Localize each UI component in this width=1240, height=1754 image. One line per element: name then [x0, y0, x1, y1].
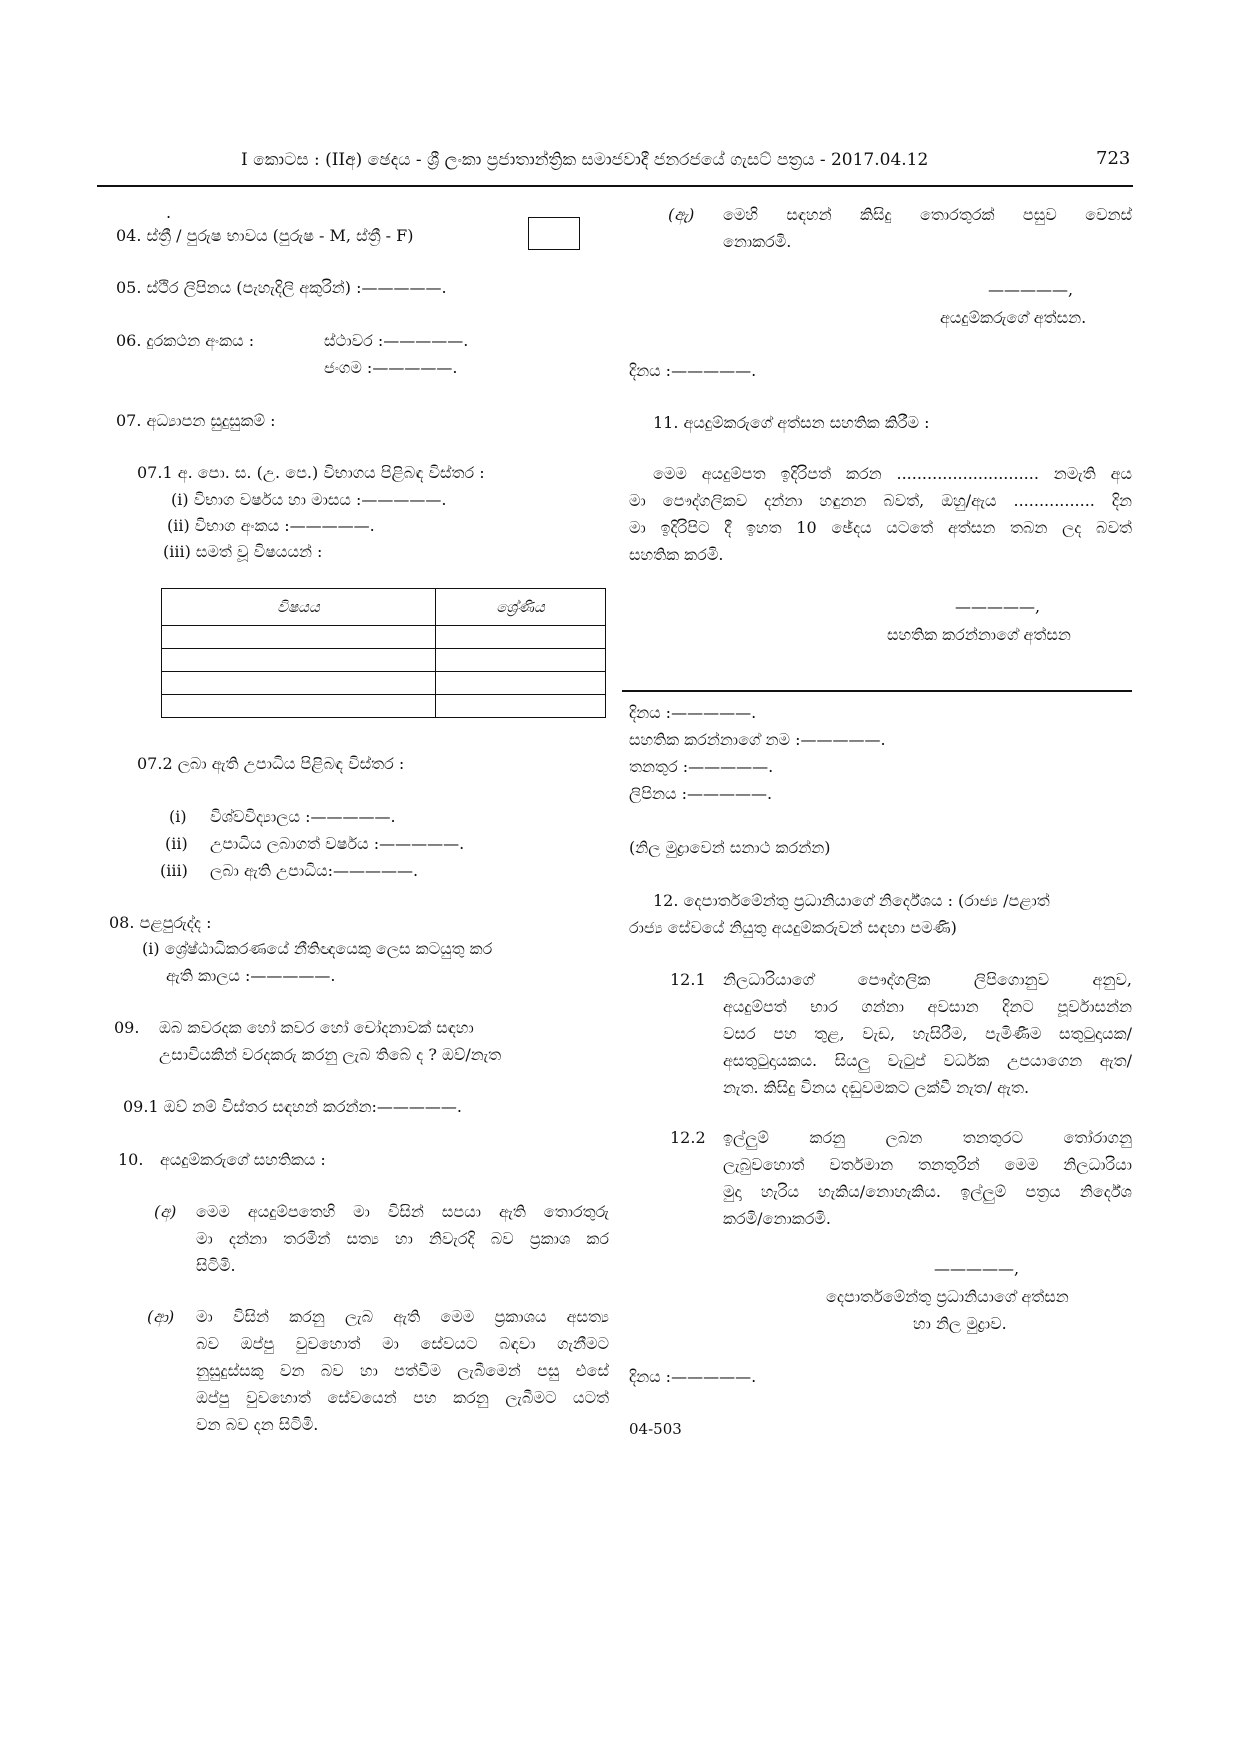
q05-address: 05. ස්ථිර ලිපිනය (පැහැදිලි අකුරින්) :—————.	[116, 278, 447, 297]
q10-a-line: මා දන්නා තරමින් සත්‍ය හා නිවැරදි බව ප්‍රකාශ කර	[196, 1229, 609, 1248]
q07-education: 07. අධ්‍යාපන සුදුසුකම් :	[116, 411, 276, 430]
reference-number: 04-503	[629, 1420, 682, 1438]
q12-1-line: අසතුටුදායකය. සියලු වැටුප් වර්ධක උපයාගෙන ඇත/	[723, 1051, 1132, 1070]
q12-1-line: නිලධාරියාගේ පෞද්ගලික ලිපිගොනුව අනුව,	[723, 970, 1132, 989]
stray-dot: .	[166, 203, 172, 222]
q11-line: මෙම අයදුම්පත ඉදිරිපත් කරන ............................ නමැති අය	[653, 464, 1132, 483]
q09-line2: උසාවියකින් වරදකරු කරනු ලැබ තිබේ ද ? ඔව්/නැත	[159, 1045, 502, 1064]
applicant-signature-line: —————,	[988, 280, 1074, 299]
q08-i-line2: ඇති කාලය :—————.	[166, 966, 336, 985]
official-seal-note: (නිල මුද්‍රාවෙන් සනාථ කරන්න)	[629, 838, 831, 857]
page-header-title: I කොටස : (IIඅ) ඡෙදය - ශ්‍රී ලංකා ප්‍රජාතාන්ත්‍රික සමාජවාදී ජනරජයේ ගැසට් පත්‍රය - 2017.04.12	[241, 150, 929, 170]
q07-2-i-num: (i)	[169, 807, 187, 826]
q10-ae-line: නොකරමි.	[723, 232, 792, 251]
q10-a-label: (අ)	[154, 1202, 177, 1221]
head-signature-line: —————,	[934, 1259, 1020, 1278]
q10-aa-line: නුසුදුස්සකු වන බව හා පත්වීම ලැබීමෙන් පසු එසේ	[196, 1361, 609, 1380]
q06-phone-label: 06. දුරකථන අංකය :	[116, 331, 255, 350]
head-signature-label-2: හා නිල මුද්‍රාව.	[913, 1314, 1007, 1333]
q08-i-line1: (i) ශ්‍රේෂ්ඨාධිකරණයේ නීතිඥයෙකු ලෙස කටයුතු කර	[142, 939, 493, 958]
section-divider	[622, 690, 1132, 692]
q07-1-i: (i) විභාග වර්ෂය හා මාසය :—————.	[171, 490, 447, 509]
q10-aa-text	[196, 1303, 609, 1438]
q07-2-i: විශ්වවිද්‍යාලය :—————.	[210, 807, 396, 826]
q12-1-line: වසර පහ තුළ, වැඩ, හැසිරීම, පැමිණීම සතුටුදායක/	[723, 1024, 1132, 1043]
q10-ae-line: මෙහි සඳහන් කිසිදු තොරතුරක් පසුව වෙනස්	[723, 205, 1132, 224]
table-row	[162, 695, 606, 718]
q07-1-al-details: 07.1 අ. පො. ස. (උ. පෙ.) විභාගය පිළිබඳ විස්තර :	[137, 463, 485, 482]
q11-line: මා ඉදිරිපිට දී ඉහත 10 ඡේදය යටතේ අත්සන තබන ලද බවත්	[629, 518, 1132, 537]
q10-a-text	[196, 1198, 609, 1279]
q12-2-line: මුදා හැරිය හැකිය/නොහැකිය. ඉල්ලුම් පත්‍රය නිර්දේශ	[723, 1182, 1132, 1201]
q12-line1: 12. දෙපාර්තමේන්තු ප්‍රධානියාගේ නිර්දේශය : (රාජ්‍ය /පළාත්	[653, 891, 1050, 910]
q10-aa-line: වන බව දන සිටිමි.	[196, 1415, 319, 1434]
grade-cell[interactable]	[436, 695, 606, 718]
q06-phone-mobile: ජංගම :—————.	[324, 358, 458, 377]
q10-num: 10.	[118, 1150, 144, 1169]
q11-text	[629, 460, 1132, 568]
q10-aa-line: මා විසින් කරනු ලැබ ඇති මෙම ප්‍රකාශය අසත්‍ය	[196, 1307, 609, 1326]
q08-experience: 08. පළපුරුද්ද :	[109, 913, 212, 932]
gender-input-box[interactable]	[528, 217, 580, 250]
q10-a-line: මෙම අයදුම්පතෙහි මා විසින් සපයා ඇති තොරතුරු	[196, 1202, 609, 1221]
subject-cell[interactable]	[162, 695, 436, 718]
q12-1-num: 12.1	[670, 970, 706, 989]
q09-1-details: 09.1 ඔව් නම් විස්තර සඳහන් කරන්න:—————.	[123, 1097, 462, 1116]
q10-a-line: සිටිමි.	[196, 1256, 236, 1275]
q12-1-text	[723, 966, 1132, 1101]
header-rule	[97, 185, 1133, 187]
q12-2-text	[723, 1124, 1132, 1232]
grade-cell[interactable]	[436, 672, 606, 695]
q11-attestation: 11. අයදුම්කරුගේ අත්සන සහතික කිරීම :	[653, 413, 930, 432]
q12-1-line: අයදුම්පත් භාර ගන්නා අවසාන දිනට පූර්වාසන්න	[723, 997, 1132, 1016]
q12-2-line: ලැබුවහොත් වර්තමාන තනතුරින් මෙම නිලධාරියා	[723, 1155, 1132, 1174]
q07-1-ii: (ii) විභාග අංකය :—————.	[167, 516, 375, 535]
q10-aa-line: ඔප්පු වුවහොත් සේවයෙන් පහ කරනු ලැබීමට යටත්	[196, 1388, 609, 1407]
page-number: 723	[1096, 148, 1131, 169]
q07-2-iii-num: (iii)	[160, 861, 188, 880]
q10-certificate: අයදුම්කරුගේ සහතිකය :	[160, 1150, 326, 1169]
q12-2-line: ඉල්ලුම් කරනු ලබන තනතුරට තෝරාගනු	[723, 1128, 1132, 1147]
q07-2-ii: උපාධිය ලබාගත් වර්ෂය :—————.	[210, 834, 465, 853]
certifier-signature-line: —————,	[955, 597, 1041, 616]
grade-cell[interactable]	[436, 649, 606, 672]
q11-line: මා පෞද්ගලිකව දන්නා හඳුනන බවත්, ඔහු/ඇය ................ දින	[629, 491, 1132, 510]
q09-line1: ඔබ කවරදක හෝ කවර හෝ චෝදනාවක් සඳහා	[159, 1018, 474, 1037]
table-row	[162, 626, 606, 649]
grade-cell[interactable]	[436, 626, 606, 649]
subject-cell[interactable]	[162, 649, 436, 672]
q12-1-line: නැත. කිසිදු විනය දඬුවමකට ලක්වී නැත/ ඇත.	[723, 1078, 1030, 1097]
table-row	[162, 672, 606, 695]
table-row	[162, 649, 606, 672]
subject-cell[interactable]	[162, 672, 436, 695]
q09-num: 09.	[114, 1018, 140, 1037]
certifier-name-field: සහතික කරන්නාගේ නම :—————.	[629, 730, 886, 749]
q12-2-line: කරමි/නොකරමි.	[723, 1209, 831, 1228]
applicant-signature-label: අයදුම්කරුගේ අත්සන.	[940, 308, 1087, 327]
q06-phone-fixed: ස්ථාවර :—————.	[324, 331, 469, 350]
q11-line: සහතික කරමි.	[629, 545, 724, 564]
q07-2-iii: ලබා ඇති උපාධිය:—————.	[210, 861, 419, 880]
head-signature-label-1: දෙපාර්තමේන්තු ප්‍රධානියාගේ අත්සන	[826, 1287, 1069, 1306]
q04-gender: 04. ස්ත්‍රී / පුරුෂ භාවය (පුරුෂ - M, ස්ත්‍රී - F)	[116, 226, 414, 245]
date-field-2: දිනය :—————.	[629, 703, 757, 722]
q07-2-degree-details: 07.2 ලබා ඇති උපාධිය පිළිබඳ විස්තර :	[137, 754, 405, 773]
certifier-signature-label: සහතික කරන්නාගේ අත්සන	[887, 625, 1071, 644]
q10-aa-label: (ආ)	[147, 1307, 175, 1326]
q10-aa-line: බව ඔප්පු වුවහොත් මා සේවයට බඳවා ගැනීමට	[196, 1334, 609, 1353]
q12-line2: රාජ්‍ය සේවයේ නියුතු අයදුම්කරුවන් සඳහා පමණි)	[629, 918, 957, 937]
q07-2-ii-num: (ii)	[165, 834, 188, 853]
subject-cell[interactable]	[162, 626, 436, 649]
q12-2-num: 12.2	[670, 1128, 706, 1147]
date-field-1: දිනය :—————.	[629, 361, 757, 380]
q10-ae-label: (ඇ)	[668, 205, 695, 224]
grade-column-header: ශ්‍රේණිය	[436, 589, 606, 626]
subjects-table	[161, 588, 606, 718]
position-field: තනතුර :—————.	[629, 757, 774, 776]
q10-ae-text	[723, 201, 1132, 255]
address-field: ලිපිනය :—————.	[629, 784, 773, 803]
subject-column-header: විෂයය	[162, 589, 436, 626]
date-field-3: දිනය :—————.	[629, 1367, 757, 1386]
q07-1-iii: (iii) සමත් වූ විෂයයන් :	[163, 542, 323, 561]
